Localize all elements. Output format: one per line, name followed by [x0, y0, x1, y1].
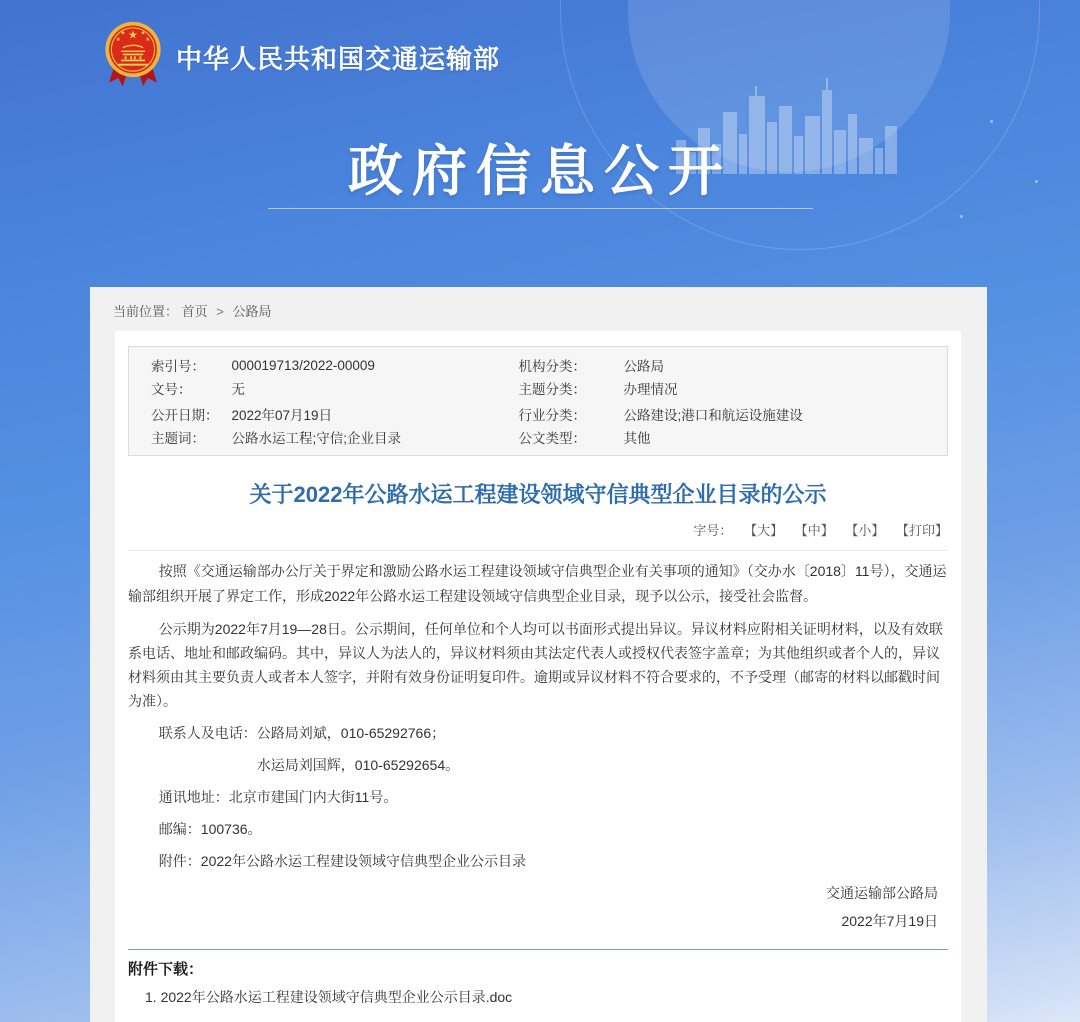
meta-label: 机构分类：	[518, 359, 586, 374]
svg-text:★: ★	[145, 37, 151, 44]
meta-label: 主题词：	[151, 431, 205, 446]
meta-label: 行业分类：	[518, 408, 586, 423]
section-divider	[128, 949, 948, 950]
meta-value: 办理情况	[623, 382, 678, 397]
page-title: 政府信息公开	[347, 140, 732, 202]
signature-date: 2022年7月19日	[841, 913, 938, 929]
attachments-heading: 附件下载：	[128, 961, 204, 978]
postcode-line: 邮编：100736。	[158, 821, 262, 837]
table-row	[129, 427, 948, 456]
table-row	[129, 347, 948, 376]
paragraph: 公示期为2022年7月19—28日。公示期间，任何单位和个人均可以书面形式提出异议。异议材料应附相关证明材料，以及有效联系电话、地址和邮政编码。其中，异议人为法人的，异议材料须由其法定代表人或授权代表签字盖章；为其他组织或者个人的，异议材料须由其主要负责人或者本人签字，并附有效身份证明复印件。逾期或异议材料不符合要求的，不予受理（邮寄的材料以邮戳时间为准）。	[128, 621, 943, 709]
title-underline	[268, 208, 813, 209]
meta-value: 2022年07月19日	[231, 408, 333, 423]
meta-label: 文号：	[151, 382, 192, 397]
meta-label: 公开日期：	[151, 408, 219, 423]
signature-org: 交通运输部公路局	[826, 885, 938, 901]
svg-text:★: ★	[128, 29, 138, 42]
meta-label: 公文类型：	[518, 431, 586, 446]
meta-label: 主题分类：	[518, 382, 586, 397]
decorative-dot	[990, 120, 993, 123]
content-panel	[90, 287, 987, 1022]
font-size-controls	[128, 522, 948, 551]
svg-text:★: ★	[115, 37, 121, 44]
breadcrumb-item-bureau[interactable]: 公路局	[232, 304, 272, 319]
national-emblem-icon	[103, 20, 163, 95]
meta-value: 000019713/2022-00009	[231, 357, 375, 373]
article-title: 关于2022年公路水运工程建设领域守信典型企业目录的公示	[249, 482, 827, 507]
decorative-dot	[960, 215, 963, 218]
print-button[interactable]: 【打印】	[895, 523, 948, 538]
meta-value: 公路建设;港口和航运设施建设	[623, 408, 803, 423]
attachment-download-link[interactable]: 1. 2022年公路水运工程建设领域守信典型企业公示目录.doc	[145, 989, 513, 1005]
svg-text:★: ★	[140, 30, 146, 37]
meta-value: 无	[231, 382, 245, 397]
article-body	[128, 559, 948, 873]
breadcrumb	[90, 287, 987, 331]
site-name: 中华人民共和国交通运输部	[176, 44, 501, 74]
site-logo-link[interactable]	[103, 20, 500, 95]
meta-label: 索引号：	[151, 359, 205, 374]
meta-value: 其他	[623, 431, 651, 446]
font-size-label: 字号：	[693, 523, 733, 538]
attachment-note-line: 附件：2022年公路水运工程建设领域守信典型企业公示目录	[158, 853, 526, 869]
breadcrumb-item-home[interactable]: 首页	[181, 304, 208, 319]
contact-line: 水运局刘国辉，010-65292654。	[256, 757, 460, 773]
svg-text:★: ★	[120, 30, 126, 37]
contact-line: 联系人及电话：公路局刘斌，010-65292766；	[158, 725, 446, 741]
breadcrumb-label: 当前位置：	[113, 304, 179, 319]
document-meta-table	[128, 346, 948, 456]
site-header	[0, 0, 1080, 287]
meta-value: 公路局	[623, 359, 664, 374]
table-row	[129, 375, 948, 401]
meta-value: 公路水运工程;守信;企业目录	[231, 431, 402, 446]
signature-block	[128, 881, 948, 933]
breadcrumb-separator: >	[216, 304, 224, 319]
paragraph: 按照《交通运输部办公厅关于界定和激励公路水运工程建设领域守信典型企业有关事项的通知》（交办水〔2018〕11号），交通运输部组织开展了界定工作，形成2022年公路水运工程建设领域守信典型企业目录，现予以公示，接受社会监督。	[128, 563, 947, 604]
article-panel	[115, 331, 961, 1022]
font-size-medium-button[interactable]: 【中】	[794, 523, 834, 538]
address-line: 通讯地址：北京市建国门内大街11号。	[158, 789, 398, 805]
font-size-small-button[interactable]: 【小】	[845, 523, 885, 538]
font-size-large-button[interactable]: 【大】	[744, 523, 784, 538]
table-row	[129, 401, 948, 427]
